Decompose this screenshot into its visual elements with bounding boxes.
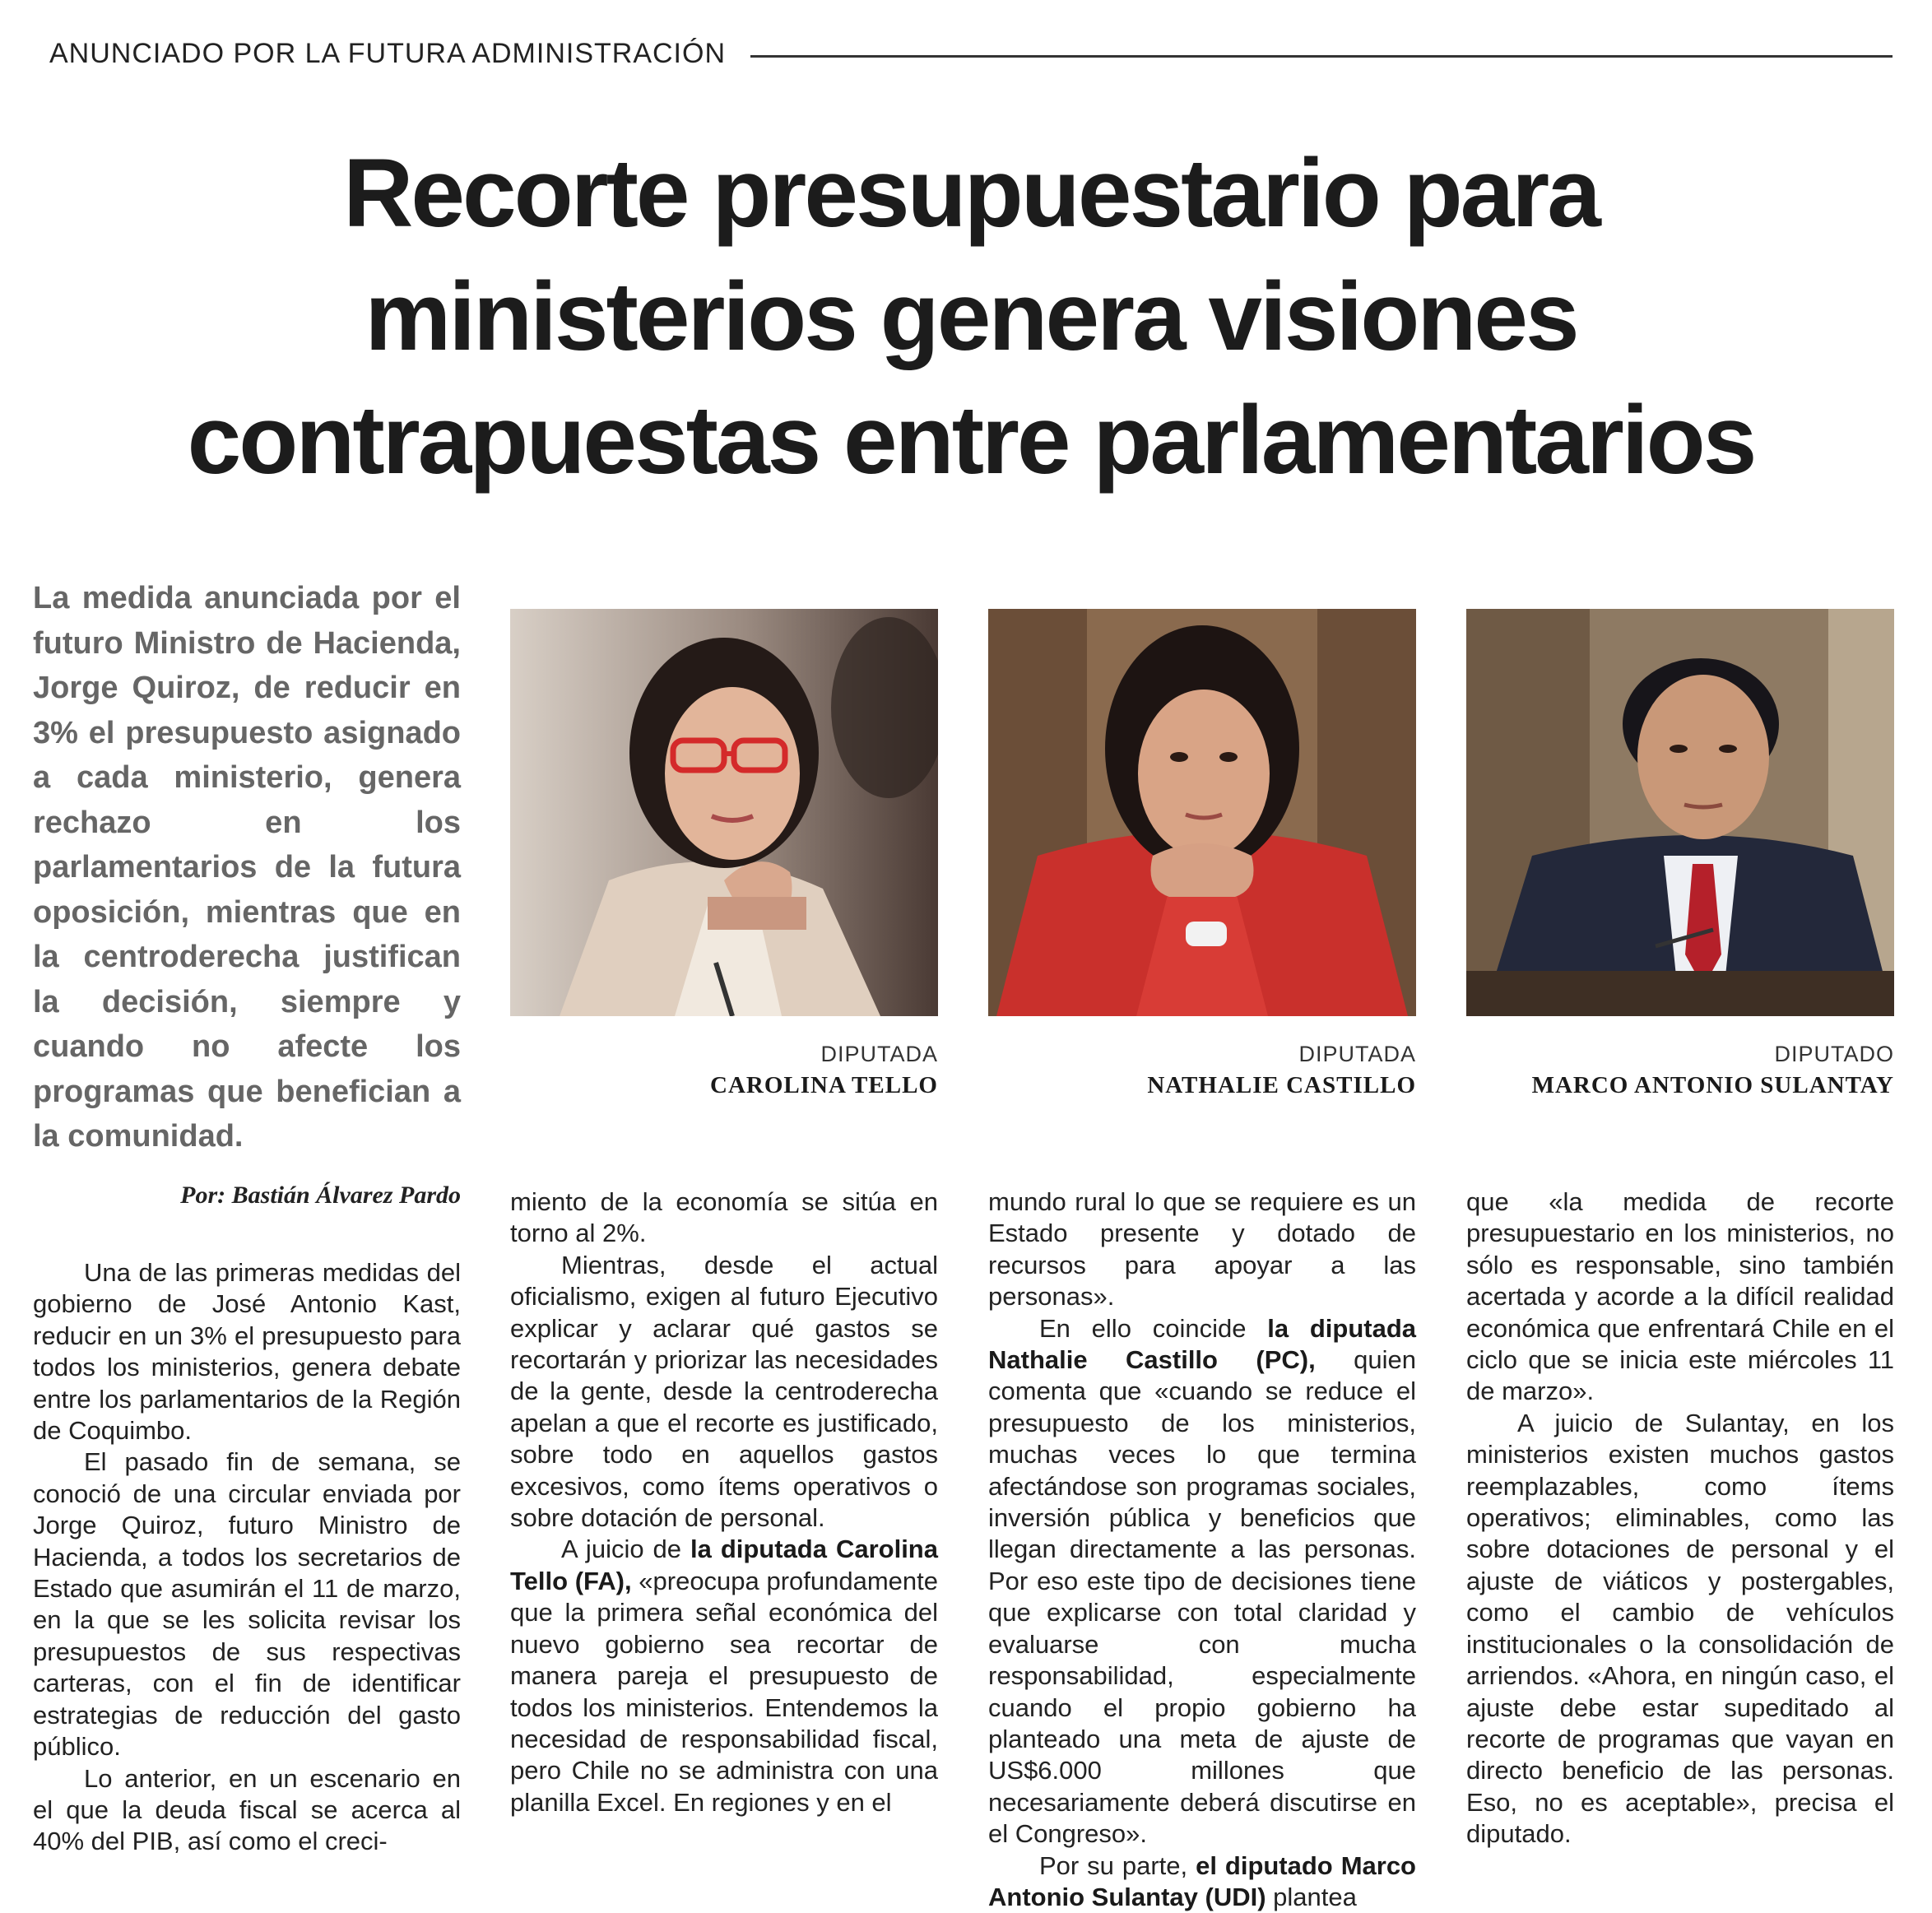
headline-line-3: contrapuestas entre parlamentarios: [187, 386, 1755, 495]
section-header: [49, 33, 1893, 74]
article-column-2: [510, 1186, 938, 1818]
article-column-4: [1466, 1186, 1894, 1850]
text: quien comenta que «cuando se reduce el presupuesto de los ministerios, muchas veces lo que termina afectándose son programas sociales, inversión pública y beneficios que llegan directamente a las personas. Por eso este tipo de decisiones tiene que explicarse con total claridad y evaluarse con mucha responsabilidad, especialmente cuando el propio gobierno ha planteado una meta de ajuste de US$6.000 millones que necesariamente deberá discutirse en el Congreso».: [988, 1345, 1417, 1849]
lede: La medida anunciada por el futuro Ministro de Hacienda, Jorge Quiroz, de reducir en 3% el presupuesto asignado a cada ministerio, genera rechazo en los parlamentarios de la futura oposición, mientras que en la centroderecha justifican la decisión, siempre y cuando no afecte los programas que benefician a la comunidad.: [33, 581, 461, 1154]
caption-role: DIPUTADA: [1298, 1042, 1416, 1066]
paragraph: A juicio de Sulantay, en los ministerios existen muchos gastos reemplazables, como ítems operativos; eliminables, como las sobre dotaciones de personal y el ajuste de viáticos y postergables, como el cambio de vehículos institucionales o la consolidación de arriendos. «Ahora, en ningún caso, el ajuste debe estar supeditado al recorte de programas que vayan en directo beneficio de las personas. Eso, no es aceptable», precisa el diputado.: [1466, 1408, 1894, 1849]
paragraph: mundo rural lo que se requiere es un Estado presente y dotado de recursos para apoyar a las personas».: [988, 1187, 1416, 1312]
paragraph: [988, 1313, 1416, 1850]
quoted-source: el diputado Marco Antonio Sulantay (UDI): [988, 1850, 1416, 1911]
caption-carolina-tello: [510, 1038, 938, 1101]
photo-marco-antonio-sulantay: [1466, 609, 1894, 1016]
text: plantea: [1266, 1882, 1357, 1911]
article-column-1: [33, 1180, 461, 1858]
caption-role: DIPUTADA: [820, 1042, 938, 1066]
section-label: ANUNCIADO POR LA FUTURA ADMINISTRACIÓN: [49, 37, 726, 69]
text: En ello coincide: [1039, 1313, 1268, 1343]
section-rule: [750, 55, 1893, 58]
text: «preocupa profundamente que la primera señal económica del nuevo gobierno sea recortar de manera pareja el presupuesto de todos los ministerios. Entendemos la necesidad de responsabilidad fiscal, pero Chile no se administra con una planilla Excel. En regiones y en el: [510, 1566, 938, 1817]
paragraph: [510, 1534, 938, 1818]
caption-role: DIPUTADO: [1774, 1042, 1894, 1066]
text: Por su parte,: [1039, 1850, 1196, 1880]
caption-name: NATHALIE CASTILLO: [1147, 1072, 1416, 1098]
caption-name: MARCO ANTONIO SULANTAY: [1531, 1072, 1894, 1098]
caption-nathalie-castillo: [988, 1038, 1416, 1101]
paragraph: Lo anterior, en un escenario en el que la deuda fiscal se acerca al 40% del PIB, así como el creci-: [33, 1763, 461, 1856]
text: A juicio de: [561, 1535, 690, 1564]
paragraph: miento de la economía se sitúa en torno al 2%.: [510, 1187, 938, 1248]
paragraph: que «la medida de recorte presupuestario en los ministerios, no sólo es responsable, sino también acertada y acorde a la difícil realidad económica que enfrentará Chile en el ciclo que se inicia este miércoles 11 de marzo».: [1466, 1187, 1894, 1406]
photo-nathalie-castillo: [988, 609, 1416, 1016]
headline-line-1: Recorte presupuestario para: [343, 139, 1599, 248]
quoted-source: la diputada Carolina Tello (FA),: [510, 1535, 938, 1595]
paragraph: Una de las primeras medidas del gobierno de José Antonio Kast, reducir en un 3% el presupuesto para todos los ministerios, genera debate entre los parlamentarios de la Región de Coquimbo.: [33, 1258, 461, 1446]
paragraph: [988, 1850, 1416, 1913]
article-column-3: [988, 1186, 1416, 1913]
quoted-source: la diputada Nathalie Castillo (PC),: [988, 1313, 1416, 1375]
headline: [49, 132, 1893, 502]
byline: Por: Bastián Álvarez Pardo: [180, 1182, 461, 1209]
photo-carolina-tello: [510, 609, 938, 1016]
headline-line-2: ministerios genera visiones: [365, 262, 1577, 371]
caption-marco-antonio-sulantay: [1466, 1038, 1894, 1101]
caption-name: CAROLINA TELLO: [710, 1072, 938, 1098]
paragraph: Mientras, desde el actual oficialismo, exigen al futuro Ejecutivo explicar y aclarar qué gastos se recortarán y priorizar las necesidades de la gente, desde la centroderecha apelan a que el recorte es justificado, sobre todo en aquellos gastos excesivos, como ítems operativos o sobre dotación de personal.: [510, 1250, 938, 1533]
paragraph: El pasado fin de semana, se conoció de una circular enviada por Jorge Quiroz, futuro Ministro de Hacienda, a todos los secretarios de Estado que asumirán el 11 de marzo, en la que se les solicita revisar los presupuestos de sus respectivas carteras, con el fin de identificar estrategias de reducción del gasto público.: [33, 1447, 461, 1762]
